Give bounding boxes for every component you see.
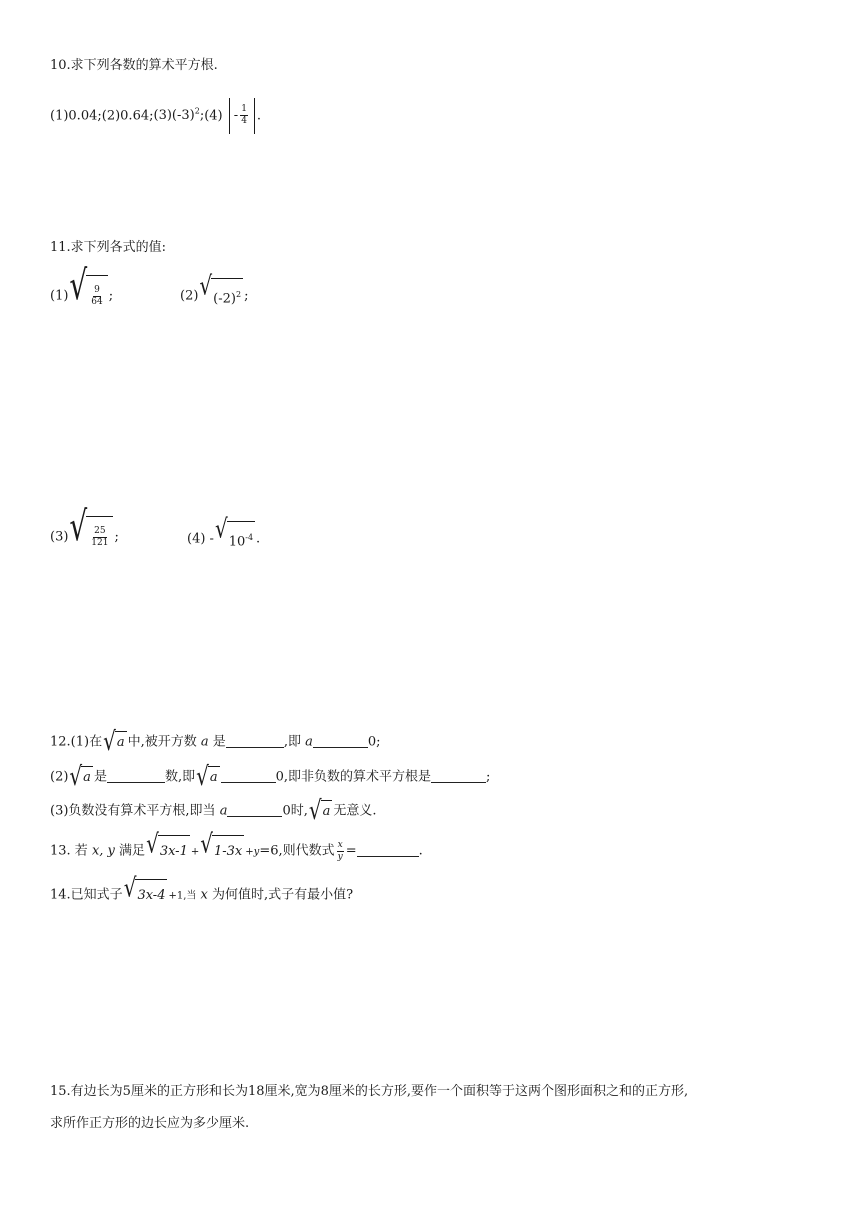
q10-title: 10.求下列各数的算术平方根. bbox=[50, 58, 218, 73]
answer-blank[interactable] bbox=[107, 768, 165, 783]
q13-sqrt-1: √ 3x-1 bbox=[146, 835, 190, 867]
answer-blank[interactable] bbox=[357, 842, 419, 857]
q12-sqrt-a: √ a bbox=[196, 760, 218, 792]
q10-fraction: $\frac{1}{4}$ bbox=[241, 103, 247, 126]
q10-part2: (2)0.64; bbox=[101, 108, 154, 124]
q11-part1: (1) √ $\frac{9}{64}$ ; bbox=[50, 275, 113, 315]
q10-part3: $(3)(-3)^2$; bbox=[153, 107, 205, 124]
answer-blank[interactable] bbox=[221, 768, 276, 783]
q11-title: 11.求下列各式的值: bbox=[50, 240, 167, 255]
q13-line: 13. 若 x, y 满足 √ 3x-1 + √ 1-3x +y=6,则代数式 $\frac{x}{y}$ = . bbox=[50, 835, 423, 865]
q14-sqrt: √ 3x-4 bbox=[124, 879, 168, 911]
answer-blank[interactable] bbox=[431, 768, 486, 783]
q11-part3: (3) √ $\frac{25}{121}$ ; bbox=[50, 516, 119, 556]
q12-line2: (2) √ a 是 数,即 √ a 0,即非负数的算术平方根是 ; bbox=[50, 760, 491, 792]
q13-fraction: $\frac{x}{y}$ bbox=[337, 839, 343, 862]
q11-sqrt-2: √ $(-2)^2$ bbox=[199, 278, 243, 314]
q10-part1: (1)0.04; bbox=[50, 108, 102, 124]
answer-blank[interactable] bbox=[313, 733, 368, 748]
q12-line1: 12.(1)在 √ a 中,被开方数 a 是 ,即 a 0; bbox=[50, 725, 381, 757]
answer-blank[interactable] bbox=[227, 802, 282, 817]
q12-sqrt-a: √ a bbox=[103, 725, 125, 757]
q10-parts: $(1)0.04;(2)0.64;(3)(-3)^2;(4)$ - $\frac{1}{4}$ . bbox=[50, 92, 261, 132]
q10-abs-value: - $\frac{1}{4}$ bbox=[229, 98, 255, 134]
answer-blank[interactable] bbox=[226, 733, 284, 748]
q14-line: 14.已知式子 √ 3x-4 +1,当 x 为何值时,式子有最小值? bbox=[50, 879, 353, 909]
q12-sqrt-a: √ a bbox=[69, 760, 91, 792]
q11-sqrt-4: √ $10^{-4}$ bbox=[215, 521, 255, 557]
q11-part4: (4) - √ $10^{-4}$ . bbox=[187, 521, 260, 551]
q15-line2: 求所作正方形的边长应为多少厘米. bbox=[50, 1116, 250, 1131]
q12-sqrt-a: √ a bbox=[308, 794, 331, 826]
q11-part2: (2) √ $(-2)^2$ ; bbox=[180, 278, 248, 308]
q10-part4-label: (4) bbox=[204, 108, 223, 124]
q13-sqrt-2: √ 1-3x bbox=[200, 835, 244, 867]
q15-line1: 15.有边长为5厘米的正方形和长为18厘米,宽为8厘米的长方形,要作一个面积等于这两个图形面积之和的正方形, bbox=[50, 1084, 689, 1099]
q11-sqrt-3: √ $\frac{25}{121}$ bbox=[69, 516, 113, 558]
q11-sqrt-1: √ $\frac{9}{64}$ bbox=[69, 275, 107, 317]
q12-line3: (3)负数没有算术平方根,即当 a 0时, √ a 无意义. bbox=[50, 794, 377, 826]
